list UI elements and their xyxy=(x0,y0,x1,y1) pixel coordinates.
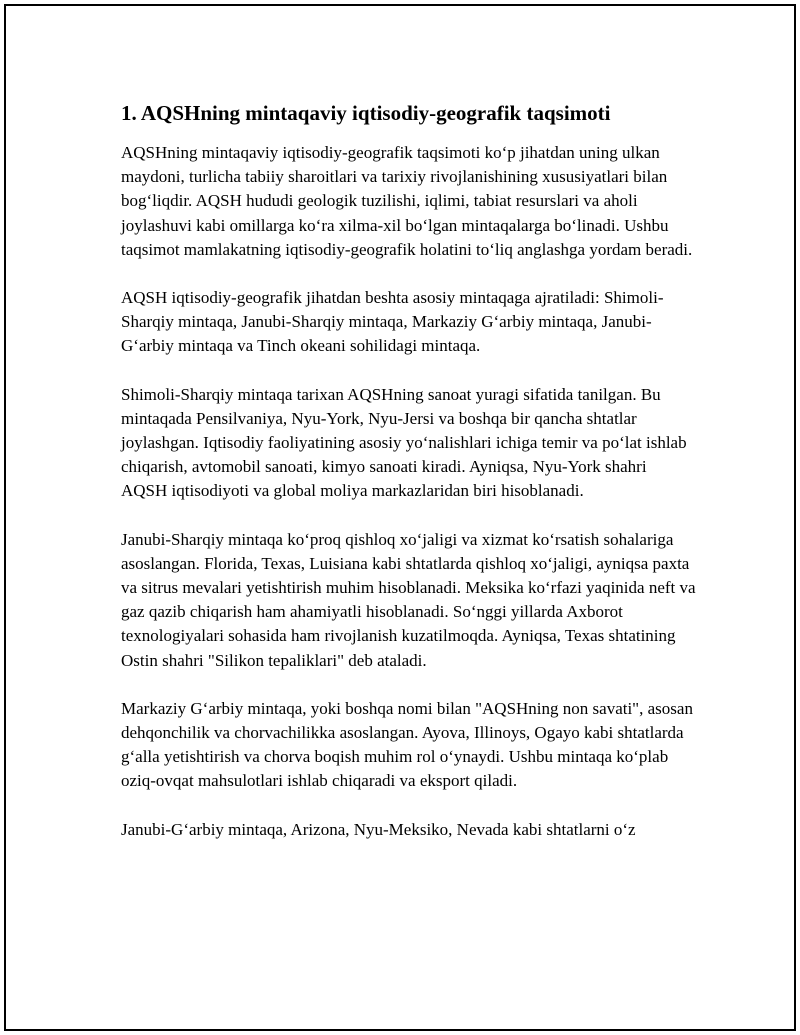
paragraph: AQSH iqtisodiy-geografik jihatdan beshta asosiy mintaqaga ajratiladi: Shimoli-Sharqiy mintaqa, Janubi-Sharqiy mintaqa, Markaziy G‘arbiy mintaqa, Janubi-G‘arbiy mintaqa va Tinch okeani sohilidagi mintaqa. xyxy=(121,288,664,356)
paragraph: Markaziy G‘arbiy mintaqa, yoki boshqa nomi bilan "AQSHning non savati", asosan dehqonchilik va chorvachilikka asoslangan. Ayova, Illinoys, Ogayo kabi shtatlarda g‘alla yetishtirish va chorva boqish muhim rol o‘ynaydi. Ushbu mintaqa ko‘plab oziq-ovqat mahsulotlari ishlab chiqaradi va eksport qiladi. xyxy=(121,698,693,791)
document-title: 1. AQSHning mintaqaviy iqtisodiy-geografik taqsimoti xyxy=(121,101,611,125)
paragraph: Janubi-G‘arbiy mintaqa, Arizona, Nyu-Meksiko, Nevada kabi shtatlarni o‘z xyxy=(121,819,636,839)
paragraph: Shimoli-Sharqiy mintaqa tarixan AQSHning sanoat yuragi sifatida tanilgan. Bu mintaqada Pensilvaniya, Nyu-York, Nyu-Jersi va boshqa bir qancha shtatlar joylashgan. Iqtisodiy faoliyatining asosiy yo‘nalishlari ichiga temir va po‘lat ishlab chiqarish, avtomobil sanoati, kimyo sanoati kiradi. Ayniqsa, Nyu-York shahri AQSH iqtisodiyoti va global moliya markazlaridan biri hisoblanadi. xyxy=(121,384,687,501)
paragraph: Janubi-Sharqiy mintaqa ko‘proq qishloq xo‘jaligi va xizmat ko‘rsatish sohalariga asoslangan. Florida, Texas, Luisiana kabi shtatlarda qishloq xo‘jaligi, ayniqsa paxta va sitrus mevalari yetishtirish muhim hisoblanadi. Meksika ko‘rfazi yaqinida neft va gaz qazib chiqarish ham ahamiyatli hisoblanadi. So‘nggi yillarda Axborot texnologiyalari sohasida ham rivojlanish kuzatilmoqda. Ayniqsa, Texas shtatining Ostin shahri "Silikon tepaliklari" deb ataladi. xyxy=(121,529,696,670)
paragraph: AQSHning mintaqaviy iqtisodiy-geografik taqsimoti ko‘p jihatdan uning ulkan maydoni, turlicha tabiiy sharoitlari va tarixiy rivojlanishining xususiyatlari bilan bog‘liqdir. AQSH hududi geologik tuzilishi, iqlimi, tabiat resurslari va aholi joylashuvi kabi omillarga ko‘ra xilma-xil bo‘lgan mintaqalarga bo‘linadi. Ushbu taqsimot mamlakatning iqtisodiy-geografik holatini to‘liq anglashga yordam beradi. xyxy=(121,143,693,259)
document-body xyxy=(121,99,696,842)
page-frame xyxy=(4,4,796,1031)
